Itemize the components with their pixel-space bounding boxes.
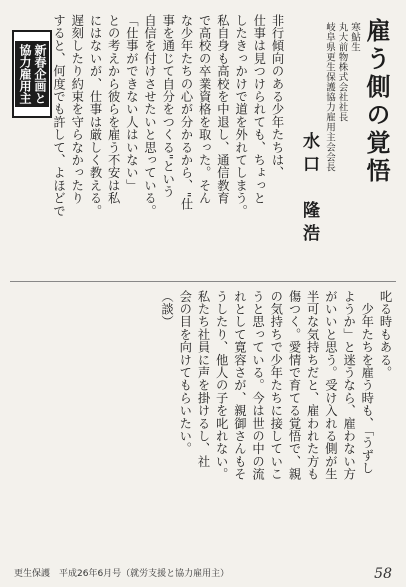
article-body-lower: 叱る時もある。 少年たちを雇う時も、「うずし ようか」と迷うなら、雇わない方 がいいと思う。受け入れる側が生 半可な気持ちだと、雇われた方も 傷つく。愛情で育てる覚悟で、親 の気持ちで少年たちに接していこ うと思っている。今は世の中の流 れとして寛容さが、親御さんもそ うしたり、他人の子を叱れない。 私たち社員に声を掛けるし、社 会の目を向けてもらいたい。 （談） (159, 290, 392, 481)
series-badge (12, 30, 52, 118)
article-body-upper: 非行傾向のある少年たちは、 仕事は見つけられても、ちょっと したきっかけで道を外れてしまう。 私自身も高校を中退し、通信教育 で高校の卒業資格を取った。そん な少年たちの心が分かるから、"仕 事を通じて自分をつくる"という 自信を付けさせたいと思っている。 「仕事ができない人はいない」 との考えから彼らを雇う不安は私 にはないが、仕事は厳しく教える。 遅刻したり約束を守らなかったり すると、何度でも許して、よほどで (51, 14, 284, 218)
page-number: 58 (374, 566, 392, 582)
article-title: 雇う側の覚悟 (362, 18, 391, 186)
author-affiliation: 寒鮎生 丸大前物株式会社社長 岐阜県更生保護協力雇用主会会長 (324, 22, 360, 172)
column-divider (10, 281, 396, 282)
publication-footer: 更生保護 平成26年6月号（就労支援と協力雇用主） (14, 569, 230, 579)
author-name: 水口 隆浩 (299, 132, 319, 247)
series-badge-label: 新春企画と 協力雇用主 (15, 41, 49, 107)
